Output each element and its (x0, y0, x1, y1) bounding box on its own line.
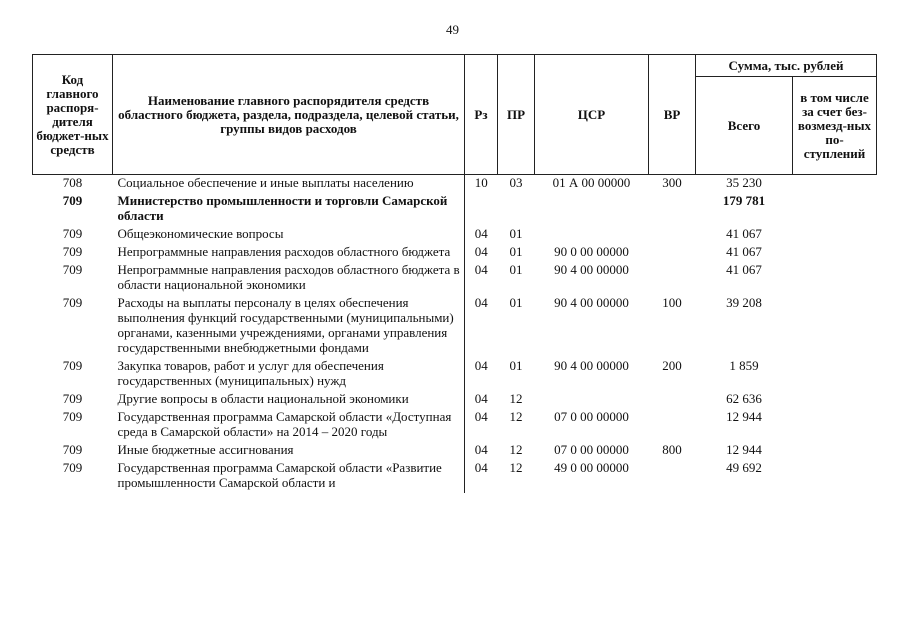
cell-vr (649, 262, 696, 295)
cell-including (793, 391, 877, 409)
cell-name: Государственная программа Самарской области «Доступная среда в Самарской области» на 2014 – 2020 годы (113, 409, 465, 442)
cell-total: 35 230 (726, 175, 762, 190)
cell-including (793, 409, 877, 442)
cell-total: 49 692 (726, 460, 762, 475)
cell-total: 12 944 (726, 442, 762, 457)
cell-code: 709 (62, 460, 83, 475)
cell-total: 179 781 (722, 193, 766, 208)
cell-including (793, 295, 877, 358)
cell-code: 709 (62, 193, 83, 208)
cell-rz: 04 (474, 442, 488, 457)
header-sum: Сумма, тыс. рублей (696, 55, 877, 77)
header-rz: Рз (465, 55, 498, 175)
cell-vr (649, 460, 696, 493)
cell-code: 709 (62, 226, 83, 241)
table-row (33, 295, 877, 358)
cell-pr: 12 (509, 391, 523, 406)
table-row (33, 358, 877, 391)
cell-rz (465, 193, 498, 226)
header-vr: ВР (649, 55, 696, 175)
cell-csr: 07 0 00 00000 (554, 442, 629, 457)
cell-including (793, 460, 877, 493)
cell-name: Иные бюджетные ассигнования (113, 442, 465, 460)
cell-rz: 04 (474, 244, 488, 259)
cell-including (793, 244, 877, 262)
cell-pr: 01 (509, 262, 523, 277)
table-row (33, 262, 877, 295)
cell-pr: 01 (509, 358, 523, 373)
table-row (33, 442, 877, 460)
cell-pr: 01 (509, 226, 523, 241)
cell-total: 41 067 (726, 226, 762, 241)
cell-total: 62 636 (726, 391, 762, 406)
cell-code: 709 (62, 409, 83, 424)
header-name: Наименование главного распорядителя средств областного бюджета, раздела, подраздела, целевой статьи, группы видов расходов (113, 55, 465, 175)
cell-code: 709 (62, 442, 83, 457)
cell-name: Расходы на выплаты персоналу в целях обеспечения выполнения функций государственными (муниципальными) органами, казенными учреждениями, органами управления государственными внебюджетными фондами (113, 295, 465, 358)
table-row (33, 175, 877, 194)
header-pr: ПР (498, 55, 535, 175)
cell-csr: 90 4 00 00000 (554, 295, 629, 310)
cell-name: Непрограммные направления расходов областного бюджета в области национальной экономики (113, 262, 465, 295)
cell-csr: 90 4 00 00000 (554, 358, 629, 373)
cell-including (793, 358, 877, 391)
cell-pr: 12 (509, 442, 523, 457)
cell-vr: 300 (662, 175, 682, 190)
cell-csr (535, 391, 649, 409)
cell-pr: 01 (509, 244, 523, 259)
cell-total: 12 944 (726, 409, 762, 424)
cell-rz: 04 (474, 295, 488, 310)
cell-code: 709 (62, 262, 83, 277)
cell-including (793, 175, 877, 194)
page-number: 49 (446, 22, 459, 37)
table-row (33, 391, 877, 409)
cell-name: Общеэкономические вопросы (113, 226, 465, 244)
cell-rz: 04 (474, 460, 488, 475)
header-code: Код главного распоря-дителя бюджет-ных средств (33, 55, 113, 175)
cell-vr: 800 (662, 442, 682, 457)
budget-table (32, 54, 877, 493)
cell-name: Непрограммные направления расходов областного бюджета (113, 244, 465, 262)
cell-csr (535, 193, 649, 226)
cell-code: 709 (62, 358, 83, 373)
cell-name: Министерство промышленности и торговли Самарской области (113, 193, 465, 226)
table-row (33, 244, 877, 262)
cell-code: 709 (62, 391, 83, 406)
cell-pr: 01 (509, 295, 523, 310)
table-row (33, 460, 877, 493)
table-header (33, 55, 877, 175)
table-body (33, 175, 877, 494)
cell-csr (535, 226, 649, 244)
cell-vr (649, 409, 696, 442)
cell-rz: 04 (474, 262, 488, 277)
cell-csr: 90 0 00 00000 (554, 244, 629, 259)
cell-including (793, 226, 877, 244)
cell-name: Государственная программа Самарской области «Развитие промышленности Самарской области и (113, 460, 465, 493)
cell-including (793, 442, 877, 460)
cell-pr: 12 (509, 409, 523, 424)
cell-vr (649, 193, 696, 226)
cell-name: Закупка товаров, работ и услуг для обеспечения государственных (муниципальных) нужд (113, 358, 465, 391)
cell-name: Другие вопросы в области национальной экономики (113, 391, 465, 409)
cell-vr (649, 244, 696, 262)
cell-including (793, 262, 877, 295)
cell-code: 709 (62, 244, 83, 259)
header-csr: ЦСР (535, 55, 649, 175)
cell-csr: 01 А 00 00000 (552, 175, 631, 190)
cell-including (793, 193, 877, 226)
cell-code: 709 (62, 295, 83, 310)
cell-total: 41 067 (726, 262, 762, 277)
cell-rz: 04 (474, 358, 488, 373)
header-total: Всего (696, 77, 793, 175)
cell-rz: 04 (474, 391, 488, 406)
cell-csr: 90 4 00 00000 (554, 262, 629, 277)
header-including: в том числе за счет без-возмезд-ных по-ступлений (793, 77, 877, 175)
cell-csr: 49 0 00 00000 (554, 460, 629, 475)
cell-rz: 04 (474, 409, 488, 424)
cell-vr (649, 391, 696, 409)
cell-vr (649, 226, 696, 244)
cell-code: 708 (62, 175, 83, 190)
cell-pr: 12 (509, 460, 523, 475)
cell-total: 39 208 (726, 295, 762, 310)
table-row (33, 226, 877, 244)
cell-name: Социальное обеспечение и иные выплаты населению (113, 175, 465, 194)
cell-vr: 100 (662, 295, 682, 310)
cell-pr: 03 (509, 175, 523, 190)
cell-vr: 200 (662, 358, 682, 373)
cell-rz: 10 (474, 175, 488, 190)
cell-total: 1 859 (729, 358, 759, 373)
table-row (33, 409, 877, 442)
table-row (33, 193, 877, 226)
cell-rz: 04 (474, 226, 488, 241)
cell-csr: 07 0 00 00000 (554, 409, 629, 424)
cell-total: 41 067 (726, 244, 762, 259)
cell-pr (498, 193, 535, 226)
